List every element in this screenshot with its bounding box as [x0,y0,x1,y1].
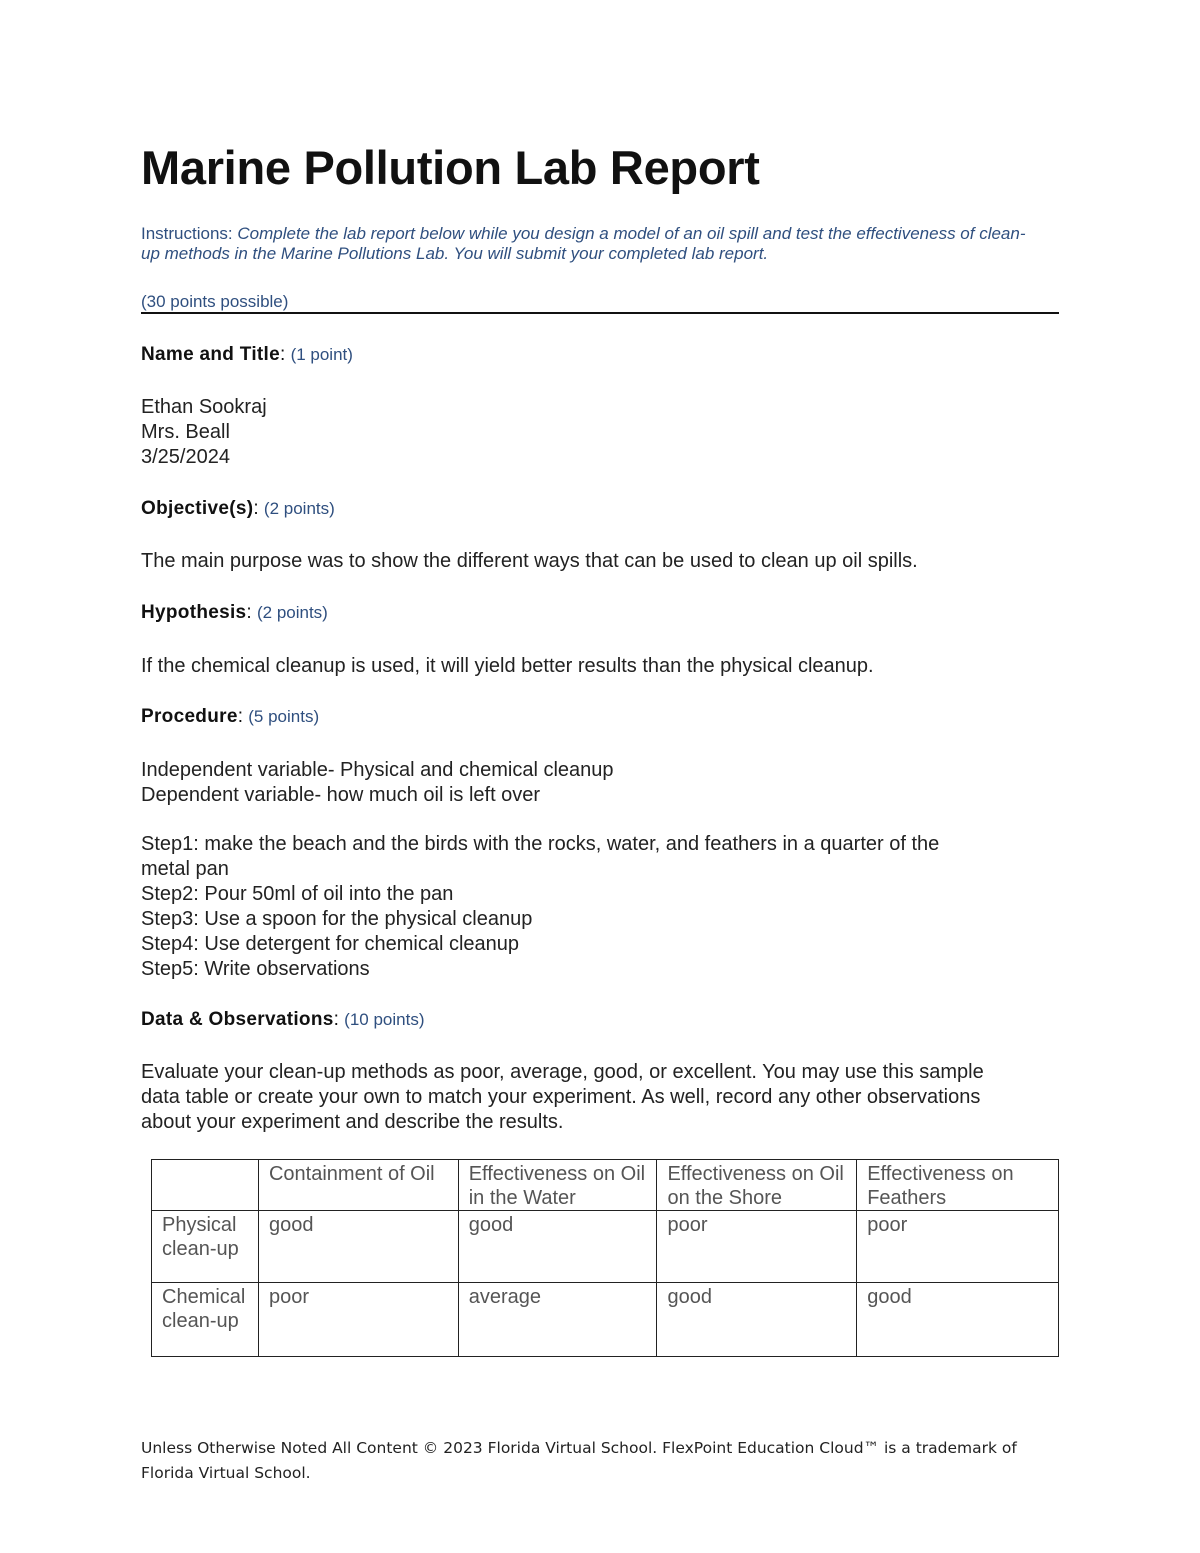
section-heading-name: Name and Title: (1 point) [141,344,353,365]
table-cell: average [458,1283,657,1357]
paragraph-line: about your experiment and describe the results. [141,1111,564,1133]
table-cell: poor [657,1211,857,1283]
objective-text [141,549,918,574]
table-cell: poor [857,1211,1059,1283]
step-line: metal pan [141,858,229,880]
table-cell: good [458,1211,657,1283]
table-row [152,1283,1059,1357]
student-name: Ethan Sookraj [141,396,267,418]
paragraph: The main purpose was to show the different ways that can be used to clean up oil spills. [141,550,918,572]
paragraph: If the chemical cleanup is used, it will yield better results than the physical cleanup. [141,655,874,677]
paragraph-line: Evaluate your clean-up methods as poor, average, good, or excellent. You may use this sample [141,1061,984,1083]
section-points: (10 points) [344,1010,425,1029]
header-cell: Effectiveness on Feathers [857,1160,1059,1211]
table-cell: good [258,1211,458,1283]
data-intro [141,1060,984,1135]
table-row [152,1211,1059,1283]
row-label: Chemical clean-up [152,1283,259,1357]
section-label: Objective(s) [141,498,254,519]
row-label: Physical clean-up [152,1211,259,1283]
section-heading-procedure: Procedure: (5 points) [141,706,320,727]
section-points: (2 points) [256,603,328,622]
step-line: Step1: make the beach and the birds with the rocks, water, and feathers in a quarter of the [141,833,940,855]
step-line: Step2: Pour 50ml of oil into the pan [141,883,454,905]
header-cell: Containment of Oil [258,1160,458,1211]
page-title: Marine Pollution Lab Report [141,141,760,194]
independent-variable: Independent variable- Physical and chemical cleanup [141,759,614,781]
instructions-lead: Instructions: [141,224,238,243]
procedure-variables [141,758,614,808]
section-label: Hypothesis [141,602,247,623]
table-cell: good [857,1283,1059,1357]
section-label: Procedure [141,706,238,727]
table-header-row [152,1160,1059,1211]
instructions [141,224,1041,264]
teacher-name: Mrs. Beall [141,421,230,443]
step-line: Step3: Use a spoon for the physical cleanup [141,908,533,930]
table-cell: good [657,1283,857,1357]
report-date: 3/25/2024 [141,446,230,468]
step-line: Step5: Write observations [141,958,370,980]
section-points: (1 point) [290,345,353,364]
table-cell: poor [258,1283,458,1357]
divider [141,312,1059,314]
name-block [141,395,267,470]
header-cell: Effectiveness on Oil in the Water [458,1160,657,1211]
hypothesis-text [141,654,874,679]
instructions-body: Complete the lab report below while you design a model of an oil spill and test the effectiveness of clean-up methods in the Marine Pollutions Lab. You will submit your completed lab report. [141,224,1026,263]
step-line: Step4: Use detergent for chemical cleanup [141,933,519,955]
paragraph-line: data table or create your own to match your experiment. As well, record any other observations [141,1086,981,1108]
section-label: Name and Title [141,344,280,365]
procedure-steps [141,832,939,982]
footer-copyright: Unless Otherwise Noted All Content © 2023 Florida Virtual School. FlexPoint Education Cloud™ is a trademark of Florida Virtual School. [141,1439,1017,1482]
section-points: (5 points) [248,707,320,726]
section-points: (2 points) [263,499,335,518]
section-heading-hypothesis: Hypothesis: (2 points) [141,602,328,623]
header-cell: Effectiveness on Oil on the Shore [657,1160,857,1211]
section-heading-objective: Objective(s): (2 points) [141,498,335,519]
results-table [151,1159,1059,1357]
points-possible: (30 points possible) [141,292,289,311]
header-cell [152,1160,259,1211]
section-label: Data & Observations [141,1009,334,1030]
section-heading-data: Data & Observations: (10 points) [141,1009,425,1030]
dependent-variable: Dependent variable- how much oil is left over [141,784,541,806]
